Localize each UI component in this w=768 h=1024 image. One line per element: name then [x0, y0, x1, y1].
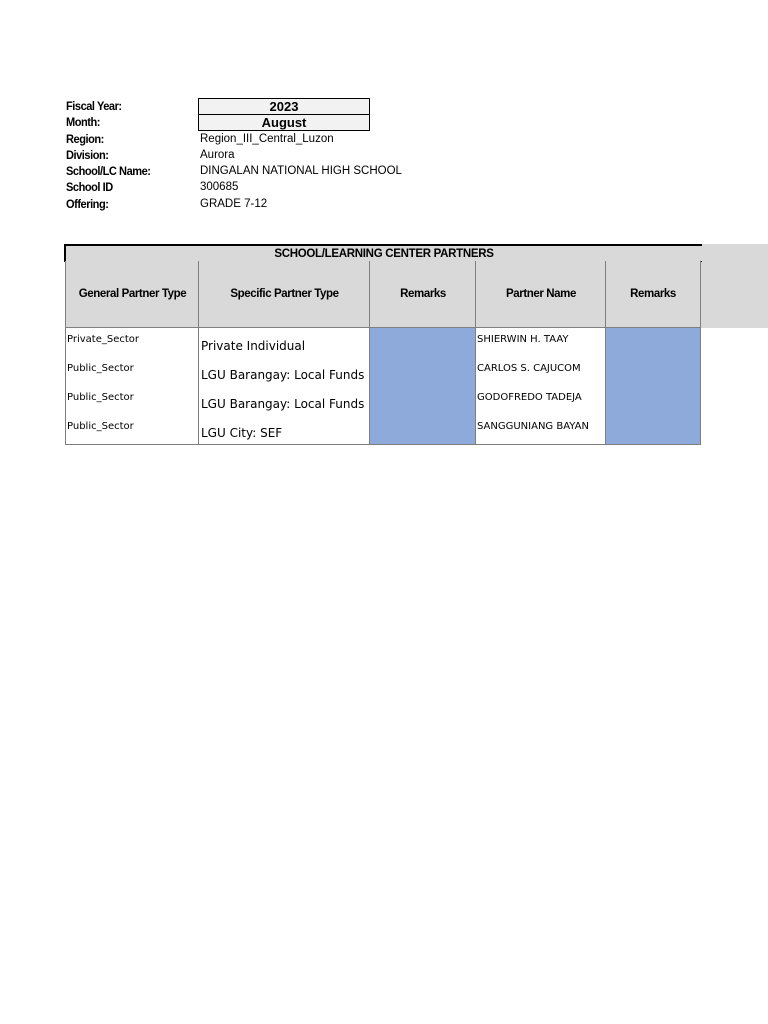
- header-specific-partner-type: Specific Partner Type: [198, 261, 370, 328]
- header-filler: [701, 244, 768, 328]
- fiscal-year-value[interactable]: 2023: [198, 98, 370, 115]
- row-3-partner-name[interactable]: GODOFREDO TADEJA: [475, 386, 606, 416]
- header-general-partner-type: General Partner Type: [65, 261, 199, 328]
- row-3-specific-type[interactable]: LGU Barangay: Local Funds: [198, 386, 370, 416]
- division-value: Aurora: [200, 149, 235, 161]
- row-4-partner-name[interactable]: SANGGUNIANG BAYAN: [475, 415, 606, 445]
- division-label: Division:: [66, 148, 109, 162]
- row-1-specific-type[interactable]: Private Individual: [198, 328, 370, 358]
- row-2-specific-type[interactable]: LGU Barangay: Local Funds: [198, 357, 370, 387]
- header-partner-name: Partner Name: [475, 261, 606, 328]
- row-2-remarks-2[interactable]: [605, 357, 701, 387]
- row-4-remarks-2[interactable]: [605, 415, 701, 445]
- header-remarks-2: Remarks: [605, 261, 701, 328]
- fiscal-year-label: Fiscal Year:: [66, 99, 122, 113]
- row-3-remarks-1[interactable]: [369, 386, 476, 416]
- section-title: SCHOOL/LEARNING CENTER PARTNERS: [64, 244, 702, 262]
- school-name-label: School/LC Name:: [66, 164, 151, 178]
- school-id-value: 300685: [200, 181, 239, 193]
- school-name-value: DINGALAN NATIONAL HIGH SCHOOL: [200, 165, 402, 177]
- month-label: Month:: [66, 115, 101, 129]
- row-1-general-type[interactable]: Private_Sector: [65, 328, 199, 358]
- row-4-specific-type[interactable]: LGU City: SEF: [198, 415, 370, 445]
- region-value: Region_III_Central_Luzon: [200, 133, 334, 145]
- row-2-partner-name[interactable]: CARLOS S. CAJUCOM: [475, 357, 606, 387]
- row-1-partner-name[interactable]: SHIERWIN H. TAAY: [475, 328, 606, 358]
- row-3-general-type[interactable]: Public_Sector: [65, 386, 199, 416]
- offering-label: Offering:: [66, 197, 109, 211]
- school-id-label: School ID: [66, 180, 113, 194]
- row-3-remarks-2[interactable]: [605, 386, 701, 416]
- row-4-remarks-1[interactable]: [369, 415, 476, 445]
- row-1-remarks-1[interactable]: [369, 328, 476, 358]
- row-2-general-type[interactable]: Public_Sector: [65, 357, 199, 387]
- row-2-remarks-1[interactable]: [369, 357, 476, 387]
- row-4-general-type[interactable]: Public_Sector: [65, 415, 199, 445]
- region-label: Region:: [66, 132, 104, 146]
- row-1-remarks-2[interactable]: [605, 328, 701, 358]
- month-value[interactable]: August: [198, 114, 370, 131]
- offering-value: GRADE 7-12: [200, 198, 268, 210]
- header-remarks-1: Remarks: [369, 261, 476, 328]
